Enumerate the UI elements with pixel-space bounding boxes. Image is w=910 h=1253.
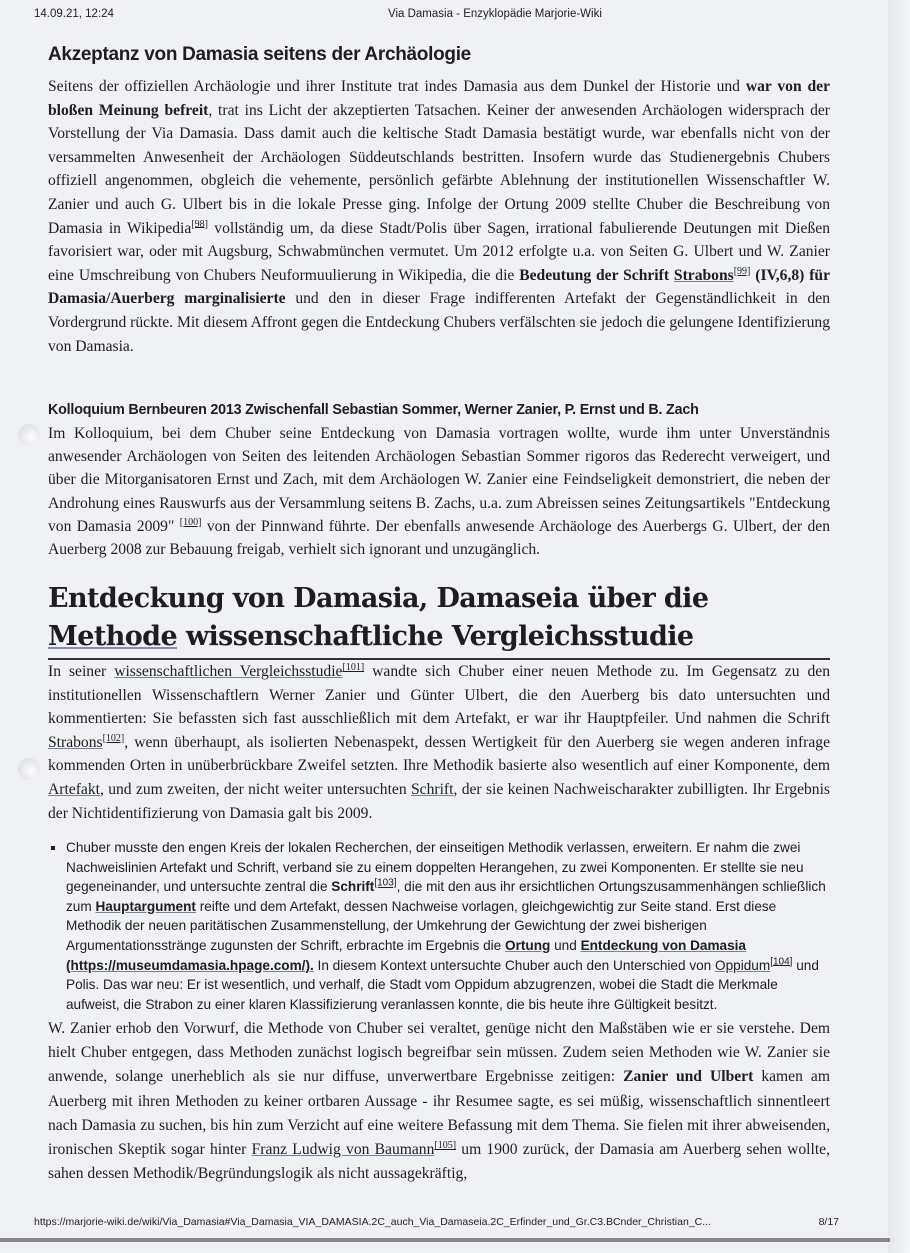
page-url: https://marjorie-wiki.de/wiki/Via_Damasia#Via_Damasia_VIA_DAMASIA.2C_auch_Via_Damaseia.2C_Erfinder_und_Gr.C3.BCnder_Christian_C... bbox=[34, 1216, 711, 1228]
wiki-link[interactable]: Franz Ludwig von Baumann bbox=[251, 1141, 435, 1159]
text-run: Schrift bbox=[331, 879, 375, 895]
wiki-link[interactable]: Artefakt bbox=[48, 780, 100, 798]
text-run: um 1900 zurück, der Damasia am Auerberg sehen wollte, sahen dessen Methodik/Begründungslogik als nicht aussagekräftig, bbox=[48, 1141, 830, 1183]
text-run: und den in dieser Frage indifferenten Artefakt der Gegenständlichkeit in den Vordergrund rückte. Mit diesem Affront gegen die Entdeckung Chubers verfälschten sie jedoch die gelungene Identifizierung von Damasia. bbox=[48, 290, 830, 355]
wiki-link[interactable]: Schrift bbox=[411, 780, 454, 798]
text-run: , trat ins Licht der akzeptierten Tatsachen. Keiner der anwesenden Archäologen widersprach der Vorstellung der Via Damasia. Dass damit auch die keltische Stadt Damasia bestätigt wurde, war ebenfalls nicht von der versammelten Anwesenheit der Archäologen Süddeutschlands bestritten. Insofern wurde das Studienergebnis Chubers offiziell angenommen, obgleich die vehemente, persönlich gefärbte Ablehnung der institutionellen Wissenschaftler W. Zanier und auch G. Ulbert bis in die lokale Presse ging. Infolge der Ortung 2009 stellte Chuber die Beschreibung von Damasia in Wikipedia bbox=[48, 101, 830, 237]
punch-hole bbox=[18, 424, 40, 446]
wiki-link[interactable]: Strabons bbox=[673, 266, 734, 284]
text-run: , wenn überhaupt, als isolierten Nebenaspekt, dessen Wertigkeit für den Auerberg sie wegen anderen infrage kommenden Orten in unüberbrückbare Zweifel setzten. Ihre Methodik basierte also wesentlich auf einer Komponente, dem bbox=[48, 733, 830, 775]
text-run: , der sie keinen Nachweischarakter zubilligten. Ihr Ergebnis der Nichtidentifizierung von Damasia galt bis 2009. bbox=[48, 780, 830, 822]
text-run: In seiner bbox=[48, 663, 115, 680]
text-run: (IV,6,8) für Damasia/Auerberg marginalisierte bbox=[48, 266, 830, 308]
citation-link[interactable]: [103] bbox=[374, 877, 397, 889]
text-run: Seitens der offiziellen Archäologie und ihrer Institute trat indes Damasia aus dem Dunkel der Historie und bbox=[48, 78, 746, 95]
text-run: Bedeutung der Schrift bbox=[519, 266, 674, 284]
paragraph-kolloquium bbox=[48, 422, 830, 561]
text-run: reifte und dem Artefakt, dessen Nachweise vorlagen, gleichgewichtig zur Seite stand. Erst diese Methodik der neuen paritätischen Zusammenstellung, der Umkehrung der Gewichtung der zwei bisherigen Argumentationsstränge zugunsten der Schrift, erbrachte im Ergebnis die bbox=[66, 898, 777, 953]
text-run: Zanier und Ulbert bbox=[623, 1068, 754, 1086]
wiki-link[interactable]: Oppidum bbox=[715, 957, 771, 973]
paragraph-methode bbox=[48, 660, 830, 825]
page-bottom-edge bbox=[0, 1238, 890, 1242]
paragraph-zanier bbox=[48, 1017, 830, 1186]
paragraph-akzeptanz bbox=[48, 75, 830, 358]
text-run: vollständig um, da diese Stadt/Polis über Sagen, irrational fabulierende Deutungen mit Dießen favorisiert war, oder mit Augsburg, Schwabmünchen vermutet. Um 2012 erfolgte u.a. von Seiten G. Ulbert und W. Zanier eine Umschreibung von Chubers Neuformuulierung in Wikipedia, die die bbox=[48, 219, 830, 284]
text-run: von der Pinnwand führte. Der ebenfalls anwesende Archäologe des Auerbergs G. Ulbert, der den Auerberg 2008 zur Bebauung freigab, verhielt sich ignorant und unzugänglich. bbox=[48, 517, 830, 559]
citation-link[interactable]: [100] bbox=[179, 516, 202, 528]
print-footer bbox=[34, 1216, 839, 1228]
text-run: und bbox=[550, 937, 581, 953]
citation-link[interactable]: [102] bbox=[102, 732, 125, 744]
citation-link[interactable]: [104] bbox=[770, 956, 793, 968]
text-run: war von der bloßen Meinung befreit bbox=[48, 78, 830, 119]
print-datetime: 14.09.21, 12:24 bbox=[34, 8, 114, 20]
wiki-link[interactable]: Methode bbox=[48, 621, 178, 652]
text-run: wissenschaftliche Vergleichsstudie bbox=[177, 621, 694, 652]
text-run: und Polis. Das war neu: Er ist wesentlich, und verhalf, die Stadt vom Oppidum abzugrenzen, wobei die Stadt die Merkmale aufweist, die Strabon zu einer klaren Klassifizierung veranlassen konnte, die bis heute ihre Gültigkeit besitzt. bbox=[66, 957, 819, 1012]
wiki-link[interactable]: Entdeckung von Damasia (https://museumdamasia.hpage.com/). bbox=[66, 937, 746, 973]
wiki-link[interactable]: Hauptargument bbox=[95, 898, 196, 914]
text-run: , und zum zweiten, der nicht weiter untersuchten bbox=[99, 780, 411, 798]
page-edge-shadow bbox=[888, 0, 910, 1253]
text-run: W. Zanier erhob den Vorwurf, die Methode von Chuber sei veraltet, genüge nicht den Maßstäben wie er sie verstehe. Dem hielt Chuber entgegen, dass Methoden zunächst logisch begreifbar sein müssen. Zudem seien Methoden wie W. Zanier sie anwende, solange unerheblich als sie nur diffuse, unverwertbare Ergebnisse zeitigen: bbox=[48, 1020, 830, 1086]
text-run: Im Kolloquium, bei dem Chuber seine Entdeckung von Damasia vortragen wollte, wurde ihm unter Unverständnis anwesender Archäologen von Seiten des leitenden Archäologen Sebastian Sommer rigoros das Rederecht verweigert, und über die Mitorganisatoren Ernst und Zach, mit dem Archäologen W. Zanier eine Feindseligkeit demonstriert, die neben der Androhung eines Rauswurfs aus der Versammlung seitens B. Zachs, u.a. zum Abreissen seines Zeitungsartikels "Entdeckung von Damasia 2009" bbox=[48, 425, 830, 535]
text-run: Chuber musste den engen Kreis der lokalen Recherchen, der einseitigen Methodik verlassen, erweitern. Er nahm die zwei Nachweislinien Artefakt und Schrift, verband sie zu einem doppelten Herangehen, zu zwei Komponenten. Er stellte sie neu gegeneinander, und untersuchte zentral die bbox=[66, 840, 804, 895]
wiki-link[interactable]: Strabons bbox=[48, 733, 103, 751]
punch-hole bbox=[18, 758, 40, 780]
citation-link[interactable]: [99] bbox=[733, 265, 751, 277]
citation-link[interactable]: [101] bbox=[342, 661, 365, 673]
bullet-list bbox=[44, 838, 830, 1014]
text-run: kamen am Auerberg mit ihren Methoden zu keiner ortbaren Aussage - ihr Resumee sagte, es sei müßig, wissenschaftlich sinnentleert nach Damasia zu suchen, bis hin zum Verzicht auf eine weitere Befassung mit dem Thema. Sie fielen mit ihrer abweisenden, ironischen Skeptik sogar hinter bbox=[48, 1068, 830, 1159]
bullet-item bbox=[66, 838, 830, 1014]
text-run: Entdeckung von Damasia, Damaseia über die bbox=[48, 583, 709, 614]
text-run: wandte sich Chuber einer neuen Methode zu. Im Gegensatz zu den institutionellen Wissenschaftlern Werner Zanier und Günter Ulbert, die den Auerberg bis dato untersuchten und kommentierten: Sie befassten sich fast ausschließlich mit dem Artefakt, er war ihr Hauptpfeiler. Und nahmen die Schrift bbox=[48, 663, 830, 728]
text-run: , die mit den aus ihr ersichtlichen Ortungszusammenhängen schließlich zum bbox=[66, 879, 826, 914]
section-heading-entdeckung bbox=[48, 580, 830, 660]
wiki-link[interactable]: wissenschaftlichen Vergleichsstudie bbox=[114, 663, 343, 680]
page-number: 8/17 bbox=[818, 1216, 839, 1228]
section-heading-akzeptanz: Akzeptanz von Damasia seitens der Archäologie bbox=[48, 44, 471, 65]
section-heading-kolloquium: Kolloquium Bernbeuren 2013 Zwischenfall Sebastian Sommer, Werner Zanier, P. Ernst und B. Zach bbox=[48, 402, 699, 418]
citation-link[interactable]: [105] bbox=[434, 1139, 457, 1151]
wiki-link[interactable]: Ortung bbox=[505, 937, 551, 953]
print-title: Via Damasia - Enzyklopädie Marjorie-Wiki bbox=[388, 8, 602, 20]
citation-link[interactable]: [98] bbox=[191, 218, 208, 230]
text-run: In diesem Kontext untersuchte Chuber auch den Unterschied von bbox=[313, 957, 716, 973]
